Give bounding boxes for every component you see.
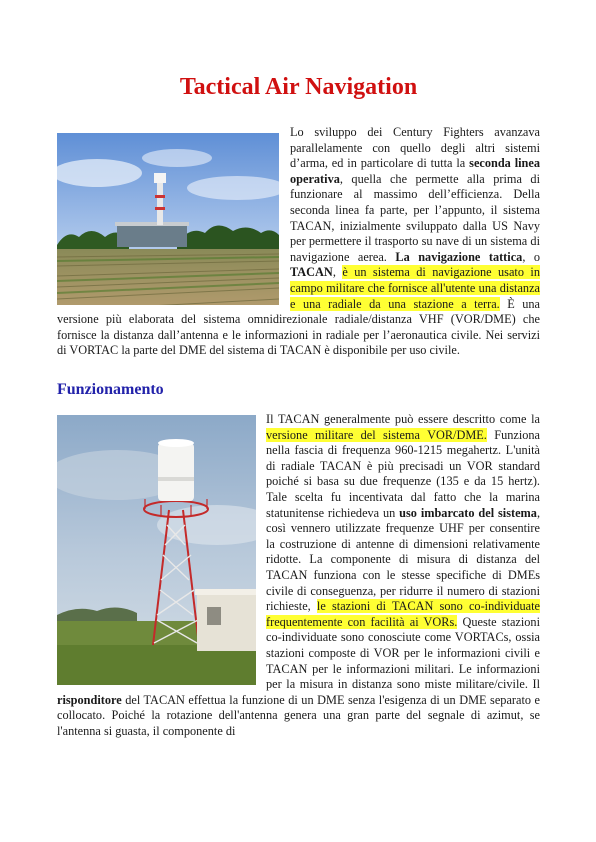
intro-paragraph: Lo sviluppo dei Century Fighters avanzava parallelamente con quello degli altri sistemi d’arma, ed in particolare di tutta la seconda linea operativa, quella che permette alla prima di funzionare al massimo dell’efficienza. Della seconda linea fa parte, per l’appunto, il sistema TACAN, inizialmente sviluppato dalla US Navy per permettere il trasporto su nave di un sistema di navigazione aerea. La navigazione tattica, o TACAN, è un sistema di navigazione usato in campo militare che fornisce all'utente una distanza e una radiale da una stazione a terra. È una versione più elaborata del sistema omnidirezionale radiale/distanza VHF (VOR/DME) che fornisce la distanza dall’antenna e le informazioni in radiale per l’aeronautica civile. Nei servizi di VORTAC la parte del DME del sistema di TACAN è disponibile per uso civile. — [57, 125, 540, 359]
funzionamento-paragraph: Il TACAN generalmente può essere descritto come la versione militare del sistema VOR/DME. Funziona nella fascia di frequenza 960-1215 megahertz. L'unità di radiale TACAN è più precisadi un VOR standard poiché si basa su due frequenze (135 e da 15 hertz). Tale scelta fu incentivata dal fatto che la marina statunitense richiedeva un uso imbarcato del sistema, così vennero utilizzate frequenze UHF per consentire la costruzione di antenne di dimensioni relativamente ridotte. La componente di misura di distanza del TACAN funziona con le stesse specifiche di DMEs civile di conseguenza, per ridurre il numero di stazioni richieste, le stazioni di TACAN sono co-individuate frequentemente con facilità ai VORs. Queste stazioni co-individuate sono conosciute come VORTACs, ossia stazioni composte di VOR per le informazioni civili e TACAN per le informazioni militari. Le informazioni per la misura in distanza sono miste militare/civile. Il risponditore del TACAN effettua la funzione di un DME senza l'esigenza di un DME separato e collocato. Poiché la rotazione dell'antenna genera una gran parte del segnale di azimut, se l'antenna si guasta, il componente di — [57, 412, 540, 739]
highlighted-definition: è un sistema di navigazione usato in campo militare che fornisce all'utente una distanza e una radiale da una stazione a terra. — [290, 265, 540, 311]
page-title: Tactical Air Navigation — [179, 74, 418, 100]
tacan-antenna-tower-photo — [57, 415, 256, 685]
tacan-station-field-photo — [57, 133, 279, 305]
section-heading-funzionamento: Funzionamento — [57, 381, 164, 398]
highlighted-co-location: le stazioni di TACAN sono co-individuate frequentemente con facilità ai VORs. — [266, 599, 540, 629]
highlighted-vor-dme: versione militare del sistema VOR/DME. — [266, 427, 487, 442]
